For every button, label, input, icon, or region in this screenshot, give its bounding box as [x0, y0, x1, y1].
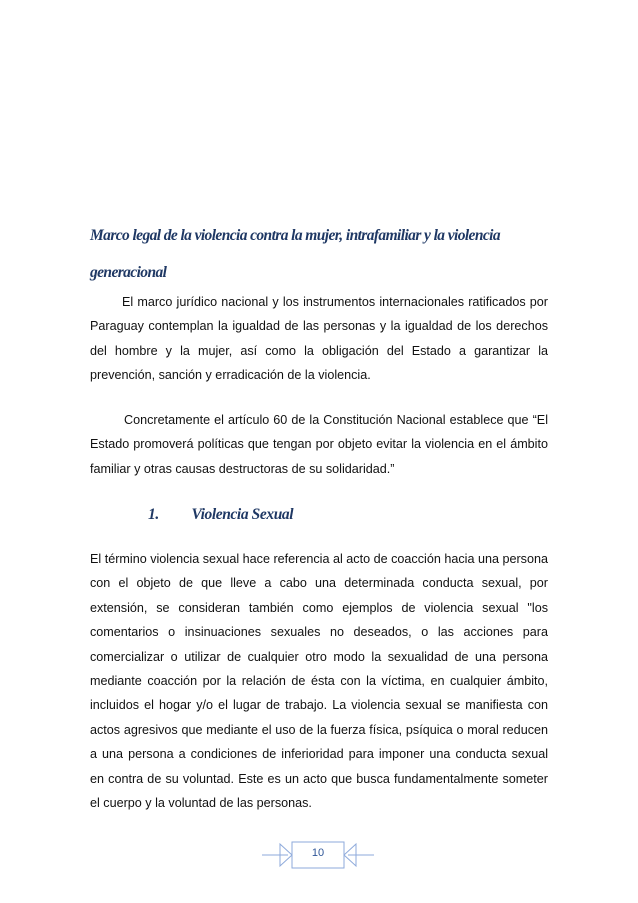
paragraph-constitution-article: Concretamente el artículo 60 de la Constitución Nacional establece que “El Estado promoverá políticas que tengan por objeto evitar la violencia en el ámbito familiar y otras causas destructoras de su solidaridad.” — [90, 413, 548, 476]
page-footer — [262, 838, 374, 872]
section-heading-line-2: generacional — [90, 264, 167, 281]
subsection-number: 1. — [148, 506, 159, 523]
page-number: 10 — [311, 847, 325, 859]
subsection-title: Violencia Sexual — [191, 506, 294, 523]
section-heading-line-1: Marco legal de la violencia contra la mujer, intrafamiliar y la violencia — [90, 227, 500, 244]
paragraph-sexual-violence: El término violencia sexual hace referencia al acto de coacción hacia una persona con el objeto de que lleve a cabo una determinada conducta sexual, por extensión, se consideran también como ejemplos de violencia sexual "los comentarios o insinuaciones sexuales no deseados, o las acciones para comercializar o utilizar de cualquier otro modo la sexualidad de una persona mediante coacción por la relación de ésta con la víctima, en cualquier ámbito, incluidos el hogar y/o el lugar de trabajo. La violencia sexual se manifiesta con actos agresivos que mediante el uso de la fuerza física, psíquica o moral reducen a una persona a condiciones de inferioridad para imponer una conducta sexual en contra de su voluntad. Este es un acto que busca fundamentalmente someter el cuerpo y la voluntad de las personas. — [90, 552, 548, 811]
paragraph-legal-framework: El marco jurídico nacional y los instrumentos internacionales ratificados por Paraguay contemplan la igualdad de las personas y la igualdad de los derechos del hombre y la mujer, así como la obligación del Estado a garantizar la prevención, sanción y erradicación de la violencia. — [90, 295, 548, 383]
subsection-heading — [148, 506, 293, 524]
